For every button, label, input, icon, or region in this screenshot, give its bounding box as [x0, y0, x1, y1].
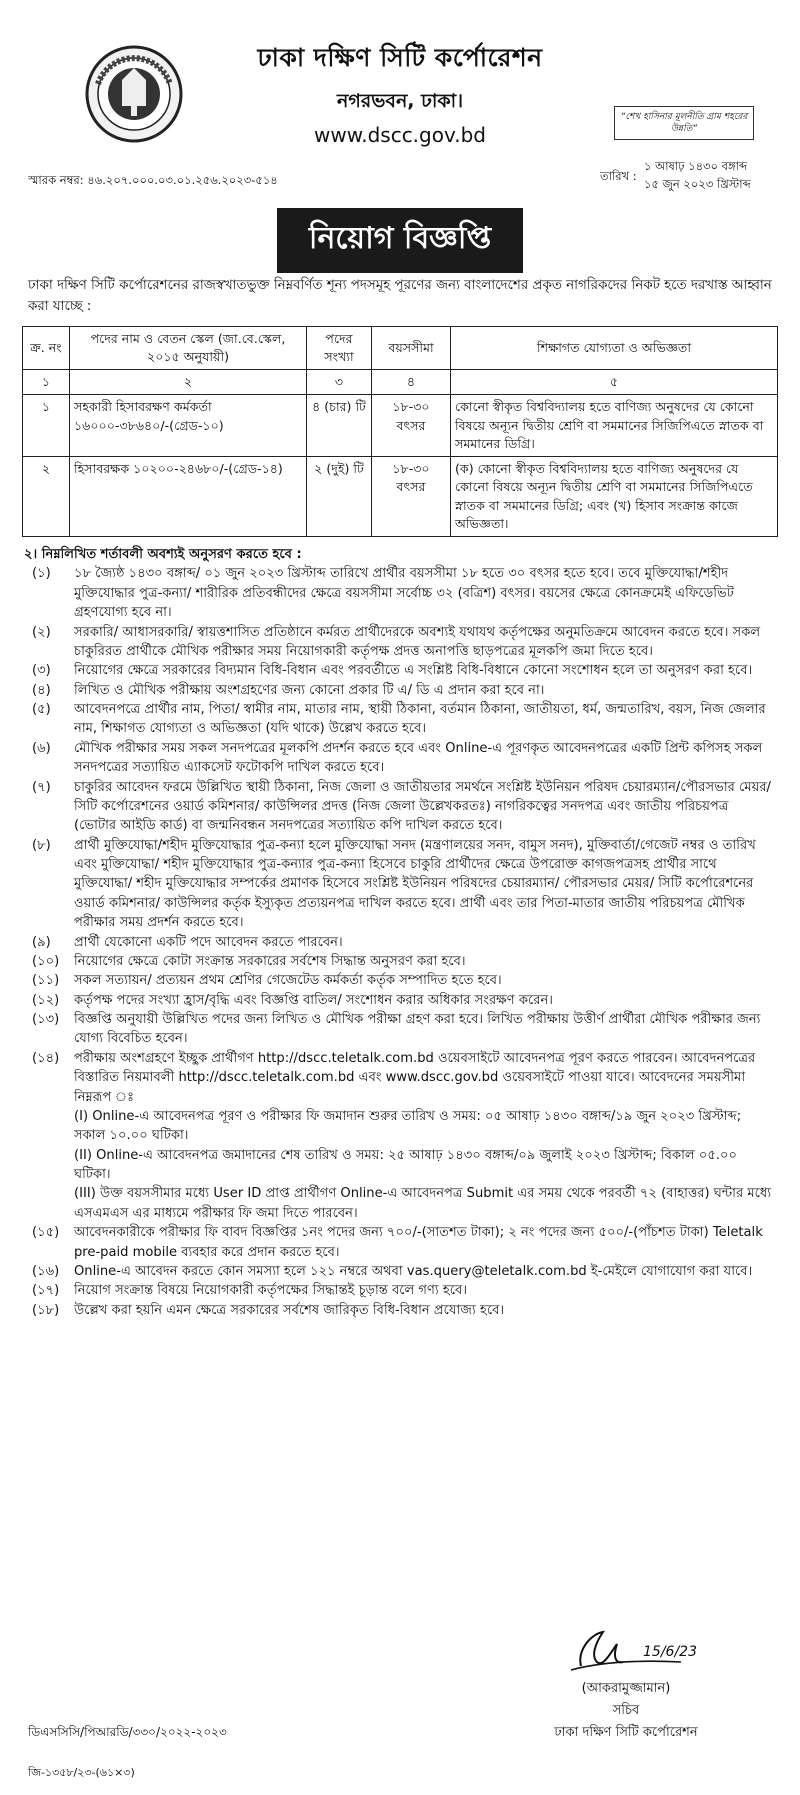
table-row	[23, 395, 778, 457]
condition-item	[22, 681, 778, 700]
condition-item	[22, 836, 778, 933]
header-qualification: শিক্ষাগত যোগ্যতা ও অভিজ্ঞতা	[451, 326, 778, 370]
date-label: তারিখ :	[600, 169, 637, 183]
condition-item	[22, 1262, 778, 1281]
condition-number: (৮)	[32, 837, 51, 853]
application-schedule	[74, 1107, 774, 1223]
table-row	[23, 457, 778, 537]
condition-item	[22, 971, 778, 990]
condition-number: (১)	[32, 566, 51, 582]
condition-text: চাকুরির আবেদন ফরমে উল্লিখিত স্থায়ী ঠিকানা, নিজ জেলা ও জাতীয়তার সমর্থনে সংশ্লিষ্ট ইউনিয়ন পরিষদ চেয়ারম্যান/পৌরসভার মেয়র/সিটি কর্পোরেশনের ওয়ার্ড কমিশনার/ কাউন্সিলর প্রদত্ত (নিজ জেলা উল্লেখকরতঃ) নাগরিকত্বের সনদপত্র এবং জাতীয় পরিচয়পত্র (ভোটার আইডি কার্ড) বা জন্মনিবন্ধন সনদপত্রের সত্যায়িত কপি দাখিল করতে হবে।	[74, 779, 771, 834]
intro-paragraph: ঢাকা দক্ষিণ সিটি কর্পোরেশনের রাজস্বখাতভুক্ত নিম্নবর্ণিত শূন্য পদসমূহ পূরণের জন্য বাংলাদেশের প্রকৃত নাগরিকদের নিকট হতে দরখাস্ত আহ্বান করা যাচ্ছে :	[28, 278, 772, 314]
memo-date	[644, 158, 751, 194]
condition-number: (৪)	[32, 682, 51, 698]
slogan-box: “শেখ হাসিনার মূলনীতি গ্রাম শহরের উন্নতি”	[614, 106, 754, 140]
conditions-section	[22, 545, 778, 1320]
condition-item	[22, 1301, 778, 1320]
signatory-office: ঢাকা দক্ষিণ সিটি কর্পোরেশন	[554, 1725, 698, 1741]
schedule-line: (I) Online-এ আবেদনপত্র পূরণ ও পরীক্ষার ফি জমাদান শুরুর তারিখ ও সময়: ০৫ আষাঢ় ১৪৩০ বঙ্গাব্দ/১৯ জুন ২০২৩ খ্রিস্টাব্দ; সকাল ১০.০০ ঘটিকা।	[74, 1108, 742, 1144]
date-english: ১৫ জুন ২০২৩ খ্রিস্টাব্দ	[644, 176, 751, 191]
row-qualification: (ক) কোনো স্বীকৃত বিশ্ববিদ্যালয় হতে বাণিজ্য অনুষদের যে কোনো বিষয়ে অন্যূন দ্বিতীয় শ্রেণি বা সমমানের সিজিপিএতে স্নাতক বা সমমানের ডিগ্রি; এবং (খ) হিসাব সংক্রান্ত কাজে অভিজ্ঞতা।	[451, 457, 778, 537]
condition-item	[22, 1223, 778, 1262]
condition-text: নিয়োগ সংক্রান্ত বিষয়ে নিয়োগকারী কর্তৃপক্ষের সিদ্ধান্তই চূড়ান্ত বলে গণ্য হবে।	[74, 1283, 467, 1299]
row-qualification: কোনো স্বীকৃত বিশ্ববিদ্যালয় হতে বাণিজ্য অনুষদের যে কোনো বিষয়ে অন্যূন দ্বিতীয় শ্রেণি বা সমমানের সিজিপিএতে স্নাতক বা সমমানের ডিগ্রি।	[451, 395, 778, 457]
schedule-line: (III) উক্ত বয়সসীমার মধ্যে User ID প্রাপ্ত প্রার্থীগণ Online-এ আবেদনপত্র Submit এর সময় থেকে পরবর্তী ৭২ (বাহাত্তর) ঘন্টার মধ্যে এসএমএস এর মাধ্যমে পরীক্ষার ফি জমা দিতে পারবেন।	[74, 1186, 772, 1221]
condition-item	[22, 564, 778, 622]
condition-text: উল্লেখ করা হয়নি এমন ক্ষেত্রে সরকারের সর্বশেষ জারিকৃত বিধি-বিধান প্রযোজ্য হবে।	[74, 1302, 505, 1318]
schedule-line: (II) Online-এ আবেদনপত্র জমাদানের শেষ তারিখ ও সময়: ২৫ আষাঢ় ১৪৩০ বঙ্গাব্দ/০৯ জুলাই ২০২৩ খ্রিস্টাব্দ; বিকাল ০৫.০০ ঘটিকা।	[74, 1147, 738, 1183]
condition-item	[22, 739, 778, 778]
row-post: হিসাবরক্ষক ১০২০০-২৪৬৮০/-(গ্রেড-১৪)	[70, 457, 307, 537]
memo-number: স্মারক নম্বর: ৪৬.২০৭.০০০.০৩.০১.২৫৬.২০২৩-৫১৪	[28, 173, 278, 187]
condition-number: (২)	[32, 624, 51, 640]
title-wrapper	[22, 208, 778, 268]
condition-text: সকল সত্যায়ন/ প্রত্যয়ন প্রথম শ্রেণির গেজেটেড কর্মকর্তা কর্তৃক সম্পাদিত হতে হবে।	[74, 973, 502, 989]
condition-item	[22, 623, 778, 662]
condition-number: (৯)	[32, 934, 51, 950]
condition-item	[22, 1010, 778, 1049]
condition-item	[22, 1049, 778, 1223]
handwritten-signature-icon	[551, 1622, 701, 1678]
condition-text: কর্তৃপক্ষ পদের সংখ্যা হ্রাস/বৃদ্ধি এবং বিজ্ঞপ্তি বাতিল/ সংশোধন করার অধিকার সংরক্ষণ করেন।	[74, 992, 553, 1008]
signature-date: 15/6/23	[643, 1644, 697, 1660]
condition-item	[22, 933, 778, 952]
header-count: পদের সংখ্যা	[307, 326, 372, 370]
condition-number: (১৩)	[32, 1012, 60, 1028]
memo-row	[22, 150, 778, 202]
organization-website: www.dscc.gov.bd	[313, 123, 487, 147]
condition-number: (১৪)	[32, 1050, 60, 1066]
condition-text: নিয়োগের ক্ষেত্রে কোটা সংক্রান্ত সরকারের সর্বশেষ সিদ্ধান্ত অনুসরণ করা হবে।	[74, 953, 466, 969]
signatory-designation: সচিব	[612, 1703, 640, 1719]
condition-text: প্রার্থী মুক্তিযোদ্ধা/শহীদ মুক্তিযোদ্ধার পুত্র-কন্যা হলে মুক্তিযোদ্ধা সনদ (মন্ত্রণালয়ের সনদ, বামুস সনদ), মুক্তিবার্তা/গেজেট নম্বর ও তারিখ এবং মুক্তিযোদ্ধা/ শহীদ মুক্তিযোদ্ধার পুত্র-কন্যার পুত্র-কন্যা হিসেবে চাকুরি প্রার্থীদের ক্ষেত্রে উপরোক্ত কাগজপত্রসহ প্রার্থীর সাথে মুক্তিযোদ্ধা/ শহীদ মুক্তিযোদ্ধার সম্পর্কের প্রমাণক হিসেবে সংশ্লিষ্ট ইউনিয়ন পরিষদের চেয়ারম্যান/ পৌরসভার মেয়র/ সিটি কর্পোরেশনের ওয়ার্ড কমিশনার/ কাউন্সিলর কর্তৃক ইস্যুকৃত প্রত্যয়নপত্র দাখিল করতে হবে। প্রার্থী এবং তার পিতা-মাতার জাতীয় পরিচয়পত্র মৌখিক পরীক্ষার সময় প্রদর্শন করতে হবে।	[74, 837, 756, 931]
condition-number: (১০)	[32, 953, 60, 969]
reference-code: ডিএসসিসি/পিআরডি/৩৩০/২০২২-২০২৩	[28, 1725, 227, 1739]
row-serial: ১	[23, 395, 70, 457]
condition-number: (১২)	[32, 992, 60, 1008]
condition-text: নিয়োগের ক্ষেত্রে সরকারের বিদ্যমান বিধি-বিধান এবং পরবর্তীতে এ সংশ্লিষ্ট বিধি-বিধানে কোনো সংশোধন হলে তা অনুসরণ করা হবে।	[74, 663, 753, 679]
condition-text: প্রার্থী যেকোনো একটি পদে আবেদন করতে পারবেন।	[74, 934, 343, 950]
print-code: জি-১৩৫৮/২৩-(৬১×৩)	[28, 1766, 135, 1779]
col-number: ১	[23, 370, 70, 395]
row-age: ১৮-৩০ বৎসর	[372, 395, 451, 457]
date-bangla: ১ আষাঢ় ১৪৩০ বঙ্গাব্দ	[644, 159, 748, 173]
condition-number: (৫)	[32, 702, 51, 718]
condition-number: (১৭)	[32, 1283, 60, 1299]
header-post: পদের নাম ও বেতন স্কেল (জা.বে.স্কেল, ২০১৫ অনুযায়ী)	[70, 326, 307, 370]
condition-text: লিখিত ও মৌখিক পরীক্ষায় অংশগ্রহণের জন্য কোনো প্রকার টি এ/ ডি এ প্রদান করা হবে না।	[74, 682, 545, 698]
condition-number: (৬)	[32, 740, 51, 756]
condition-number: (১৫)	[32, 1225, 60, 1241]
condition-number: (১১)	[32, 973, 60, 989]
row-age: ১৮-৩০ বৎসর	[372, 457, 451, 537]
condition-item	[22, 700, 778, 739]
row-count: ৪ (চার) টি	[307, 395, 372, 457]
condition-number: (৩)	[32, 663, 51, 679]
condition-text: আবেদনকারীকে পরীক্ষার ফি বাবদ বিজ্ঞপ্তির ১নং পদের জন্য ৭০০/-(সাতশত টাকা); ২ নং পদের জন্য ৫০০/-(পাঁচশত টাকা) Teletalk pre-paid mobile ব্যবহার করে প্রদান করতে হবে।	[74, 1225, 763, 1260]
col-number: ৫	[451, 370, 778, 395]
letterhead	[22, 0, 778, 150]
condition-item	[22, 1281, 778, 1300]
condition-text: মৌখিক পরীক্ষার সময় সকল সনদপত্রের মূলকপি প্রদর্শন করতে হবে এবং Online-এ পূরণকৃত আবেদনপত্রের একটি প্রিন্ট কপিসহ সকল সনদপত্রের সত্যায়িত এ্যাকসেট ফটোকপি দাখিল করতে হবে।	[74, 740, 763, 776]
condition-item	[22, 952, 778, 971]
organization-name: ঢাকা দক্ষিণ সিটি কর্পোরেশন	[257, 43, 543, 72]
header-serial: ক্র. নং	[23, 326, 70, 370]
condition-number: (১৮)	[32, 1302, 60, 1318]
condition-text: বিজ্ঞপ্তি অনুযায়ী উল্লিখিত পদের জন্য লিখিত ও মৌখিক পরীক্ষা গ্রহণ করা হবে। লিখিত পরীক্ষায় উত্তীর্ণ প্রার্থীরা মৌখিক পরীক্ষার জন্য যোগ্য বিবেচিত হবেন।	[74, 1012, 761, 1047]
condition-item	[22, 778, 778, 836]
header-age: বয়সসীমা	[372, 326, 451, 370]
table-header-row	[23, 326, 778, 370]
col-number: ৩	[307, 370, 372, 395]
condition-text: আবেদনপত্রে প্রার্থীর নাম, পিতা/ স্বামীর নাম, মাতার নাম, স্থায়ী ঠিকানা, বর্তমান ঠিকানা, জাতীয়তা, ধর্ম, জন্মতারিখ, বয়স, নিজ জেলার নাম, শিক্ষাগত যোগ্যতা ও অভিজ্ঞতা (যদি থাকে) উল্লেখ করতে হবে।	[74, 702, 766, 737]
row-count: ২ (দুই) টি	[307, 457, 372, 537]
col-number: ২	[70, 370, 307, 395]
condition-item	[22, 661, 778, 680]
signature-block	[516, 1622, 736, 1744]
signatory-name: (আকরামুজ্জামান)	[581, 1681, 671, 1696]
condition-number: (৭)	[32, 779, 51, 795]
column-number-row	[23, 370, 778, 395]
organization-address: নগরভবন, ঢাকা।	[336, 90, 463, 112]
condition-text	[74, 1049, 778, 1223]
page-title: নিয়োগ বিজ্ঞপ্তি	[277, 208, 523, 273]
condition-text-main: পরীক্ষায় অংশগ্রহণে ইচ্ছুক প্রার্থীগণ http://dscc.teletalk.com.bd ওয়েবসাইটে আবেদনপত্র পূরণ করতে পারবেন। আবেদনপত্রের বিস্তারিত নিয়মাবলী http://dscc.teletalk.com.bd এবং www.dscc.gov.bd ওয়েবসাইটে পাওয়া যাবে। আবেদনের সময়সীমা নিম্নরূপ ঃ	[74, 1050, 756, 1105]
vacancy-table	[22, 326, 778, 538]
row-post: সহকারী হিসাবরক্ষণ কর্মকর্তা ১৬০০০-৩৮৬৪০/-(গ্রেড-১০)	[70, 395, 307, 457]
condition-text: Online-এ আবেদন করতে কোন সমস্যা হলে ১২১ নম্বরে অথবা vas.query@teletalk.com.bd ই-মেইলে যোগাযোগ করা যাবে।	[74, 1263, 753, 1279]
conditions-heading: ২। নিম্নলিখিত শর্তাবলী অবশ্যই অনুসরণ করতে হবে :	[24, 547, 302, 563]
condition-item	[22, 991, 778, 1010]
condition-text: সরকারি/ আধাসরকারি/ স্বায়ত্তশাসিত প্রতিষ্ঠানে কর্মরত প্রার্থীদেরকে অবশ্যই যথাযথ কর্তৃপক্ষের অনুমতিক্রমে আবেদন করতে হবে। সকল চাকুরিরত প্রার্থীকে মৌখিক পরীক্ষার সময় নিয়োগকারী কর্তৃপক্ষ প্রদত্ত অনাপত্তি ছাড়পত্রের মূলকপি জমা দিতে হবে।	[74, 624, 761, 659]
row-serial: ২	[23, 457, 70, 537]
condition-number: (১৬)	[32, 1263, 60, 1279]
condition-text: ১৮ জ্যৈষ্ঠ ১৪৩০ বঙ্গাব্দ/ ০১ জুন ২০২৩ খ্রিস্টাব্দ তারিখে প্রার্থীর বয়সসীমা ১৮ হতে ৩০ বৎসর হতে হবে। তবে মুক্তিযোদ্ধা/শহীদ মুক্তিযোদ্ধার পুত্র-কন্যা/ শারীরিক প্রতিবন্ধীদের ক্ষেত্রে বয়সসীমা সর্বোচ্চ ৩২ (বত্রিশ) বৎসর। বয়সের ক্ষেত্রে কোনক্রমেই এফিডেভিট গ্রহণযোগ্য হবে না।	[74, 566, 734, 621]
col-number: ৪	[372, 370, 451, 395]
